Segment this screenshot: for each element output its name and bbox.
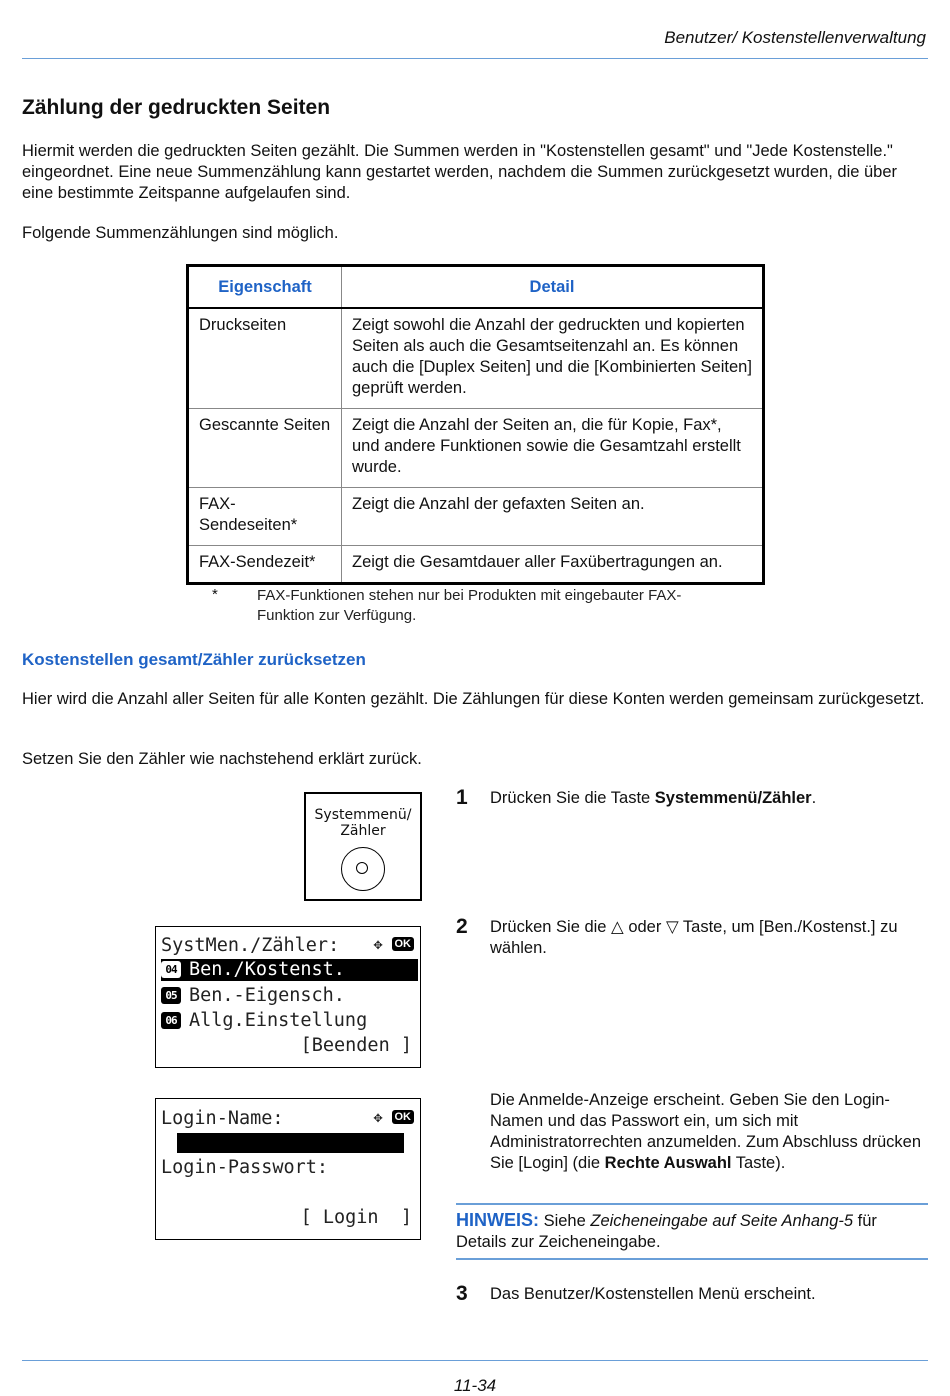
cell-detail: Zeigt sowohl die Anzahl der gedruckten und kopierten Seiten als auch die Gesamtseitenzahl an. Es können auch die [Duplex Seiten] und die [Kombinierten Seiten] geprüft werden. xyxy=(342,308,764,409)
subsection-paragraph-2: Setzen Sie den Zähler wie nachstehend erklärt zurück. xyxy=(22,750,422,768)
step-number: 2 xyxy=(456,915,468,938)
footnote-text: FAX-Funktionen stehen nur bei Produkten mit eingebauter FAX-Funktion zur Verfügung. xyxy=(257,587,682,624)
column-header-detail: Detail xyxy=(342,266,764,309)
cell-property: FAX-Sendeseiten* xyxy=(188,488,342,546)
ok-icon: OK xyxy=(392,937,415,951)
menu-item-label: Ben.-Eigensch. xyxy=(189,985,345,1006)
step-text: Drücken Sie die △ oder ▽ Taste, um [Ben./Kostenst.] zu wählen. xyxy=(490,918,898,957)
key-name: Rechte Auswahl xyxy=(604,1154,732,1172)
softkey-exit: [Beenden ] xyxy=(300,1035,412,1056)
lcd-login-password-label: Login-Passwort: xyxy=(161,1157,329,1178)
subsection-paragraph: Hier wird die Anzahl aller Seiten für alle Konten gezählt. Die Zählungen für diese Konten werden gemeinsam zurückgesetzt. xyxy=(22,690,925,708)
page-title: Zählung der gedruckten Seiten xyxy=(22,96,331,119)
lcd-menu-item xyxy=(161,1010,367,1031)
cell-property: Gescannte Seiten xyxy=(188,409,342,488)
menu-item-label: Allg.Einstellung xyxy=(189,1010,368,1031)
lcd-title: SystMen./Zähler: xyxy=(161,935,340,956)
note-reference: Zeicheneingabe auf Seite Anhang-5 xyxy=(590,1212,854,1230)
key-name: Systemmenü/Zähler xyxy=(654,789,812,807)
item-number-badge: 05 xyxy=(161,987,181,1004)
menu-item-label: Ben./Kostenst. xyxy=(189,959,345,980)
cell-detail: Zeigt die Gesamtdauer aller Faxübertragungen an. xyxy=(342,546,764,584)
four-way-arrow-icon: ✥ xyxy=(373,935,383,953)
intro-paragraph: Hiermit werden die gedruckten Seiten gezählt. Die Summen werden in "Kostenstellen gesamt" und "Jede Kostenstelle." eingeordnet. Eine neue Summenzählung kann gestartet werden, nachdem die Summen zurückgesetzt wurden, die über eine bestimmte Zeitspanne aufgelaufen sind. xyxy=(22,142,898,202)
subsection-heading: Kostenstellen gesamt/Zähler zurücksetzen xyxy=(22,650,366,669)
lcd-menu-item xyxy=(161,985,345,1006)
cell-property: FAX-Sendezeit* xyxy=(188,546,342,584)
lcd-screen-login xyxy=(155,1098,421,1240)
note-box: HINWEIS: Siehe Zeicheneingabe auf Seite Anhang-5 für Details zur Zeicheneingabe. xyxy=(456,1210,877,1251)
lcd-menu-item-selected xyxy=(161,959,418,981)
step-number: 3 xyxy=(456,1282,468,1305)
item-number-badge: 06 xyxy=(161,1012,181,1029)
properties-table xyxy=(186,264,765,585)
table-row xyxy=(188,308,764,409)
note-bottom-rule xyxy=(456,1258,928,1260)
softkey-login: [ Login ] xyxy=(300,1207,412,1228)
running-header: Benutzer/ Kostenstellenverwaltung xyxy=(664,28,926,47)
note-top-rule xyxy=(456,1203,928,1205)
table-row xyxy=(188,546,764,584)
key-button-icon xyxy=(341,847,385,891)
intro-paragraph-2: Folgende Summenzählungen sind möglich. xyxy=(22,224,339,242)
cell-detail: Zeigt die Anzahl der gefaxten Seiten an. xyxy=(342,488,764,546)
key-label-line2: Zähler xyxy=(340,823,386,839)
login-name-input-field xyxy=(177,1133,404,1153)
nav-ok-indicator xyxy=(373,935,414,953)
lcd-login-name-label: Login-Name: xyxy=(161,1108,284,1129)
table-row xyxy=(188,488,764,546)
cell-detail: Zeigt die Anzahl der Seiten an, die für Kopie, Fax*, und andere Funktionen sowie die Gesamtzahl erstellt wurde. xyxy=(342,409,764,488)
note-label: HINWEIS: xyxy=(456,1210,539,1230)
column-header-property: Eigenschaft xyxy=(188,266,342,309)
page-number: 11-34 xyxy=(453,1376,497,1395)
nav-ok-indicator xyxy=(373,1108,414,1126)
header-rule xyxy=(22,58,928,59)
footnote-mark: * xyxy=(212,586,218,603)
step-text: Drücken Sie die Taste Systemmenü/Zähler. xyxy=(490,789,817,807)
key-label-line1: Systemmenü/ xyxy=(314,807,412,823)
table-row xyxy=(188,409,764,488)
table-header-row xyxy=(188,266,764,309)
step-2-continuation: Die Anmelde-Anzeige erscheint. Geben Sie den Login-Namen und das Passwort ein, um sich mit Administratorrechten anzumelden. Zum Abschluss drücken Sie [Login] (die Rechte Auswahl Taste). xyxy=(490,1091,922,1172)
step-number: 1 xyxy=(456,786,468,809)
footer-rule xyxy=(22,1360,928,1361)
lcd-screen-system-menu xyxy=(155,926,421,1068)
cell-property: Druckseiten xyxy=(188,308,342,409)
four-way-arrow-icon: ✥ xyxy=(373,1108,383,1126)
step-text: Das Benutzer/Kostenstellen Menü erscheint. xyxy=(490,1285,816,1303)
ok-icon: OK xyxy=(392,1110,415,1124)
system-menu-key-illustration xyxy=(304,792,422,901)
item-number-badge: 04 xyxy=(161,961,181,978)
